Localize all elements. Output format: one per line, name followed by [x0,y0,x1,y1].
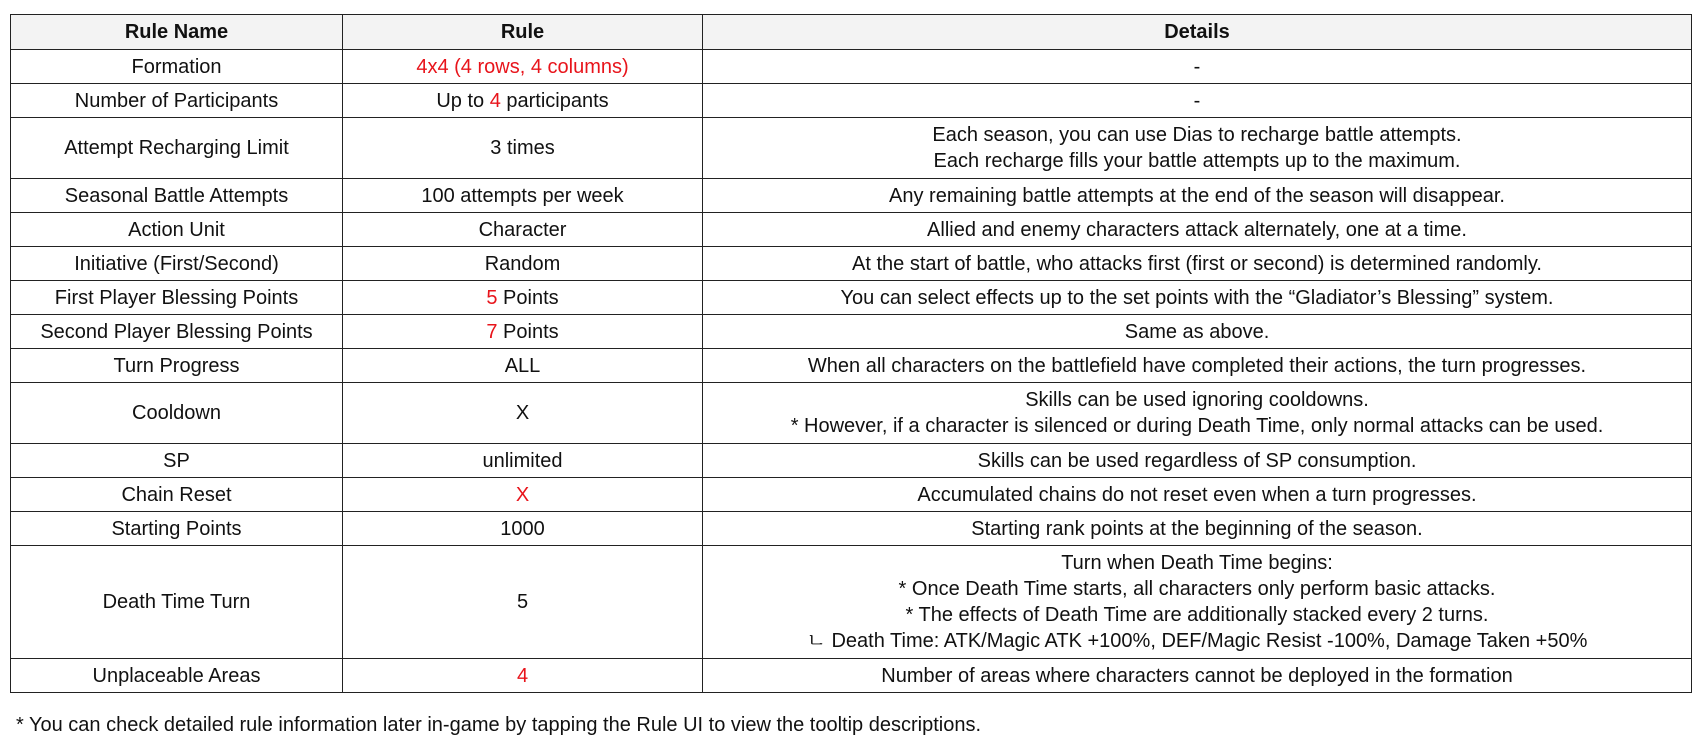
rule-value-cell [343,349,703,383]
rule-details-cell [703,659,1692,693]
table-row-chain-reset [11,478,1692,512]
rule-value-cell [343,179,703,213]
rule-value-post: Points [497,320,559,343]
rule-value-pre: 1000 [500,517,545,540]
rule-name-cell: Attempt Recharging Limit [11,118,343,179]
detail-line: At the start of battle, who attacks first (first or second) is determined randomly. [852,252,1542,275]
header-rule-name: Rule Name [11,15,343,50]
rule-value-cell [343,315,703,349]
table-row-cooldown [11,383,1692,444]
header-rule: Rule [343,15,703,50]
rule-name-cell: Starting Points [11,512,343,546]
detail-line: Each season, you can use Dias to recharge battle attempts. [932,124,1462,146]
rule-value-cell [343,50,703,84]
rule-value-post: participants [500,89,609,112]
detail-line: Same as above. [1124,320,1270,343]
rule-details-cell [703,349,1692,383]
table-header-row [11,15,1692,50]
detail-line: - [1193,55,1201,78]
rule-name-cell: Death Time Turn [11,546,343,659]
detail-line: Starting rank points at the beginning of the season. [971,517,1423,540]
table-row-turn-progress [11,349,1692,383]
rule-details-cell [703,315,1692,349]
rule-value-highlight: 7 [486,320,498,343]
rule-value-cell [343,84,703,118]
rule-value-cell [343,281,703,315]
detail-line: - [1193,89,1201,112]
rule-name-cell: Seasonal Battle Attempts [11,179,343,213]
table-row-unplaceable-areas [11,659,1692,693]
rule-name-cell: Cooldown [11,383,343,444]
rule-details-cell [703,84,1692,118]
table-row-first-blessing [11,281,1692,315]
rule-value-pre: Random [484,252,561,275]
detail-line: Skills can be used regardless of SP consumption. [977,449,1417,472]
rule-name-cell: SP [11,444,343,478]
rule-value-highlight: X [515,483,530,506]
rule-value-highlight: 4 [489,89,501,112]
table-row-recharging-limit [11,118,1692,179]
rule-name-cell: Turn Progress [11,349,343,383]
rule-value-pre: Character [478,218,567,241]
rule-details-cell [703,383,1692,444]
rule-value-pre: X [515,402,530,424]
rule-value-pre: Up to [436,89,490,112]
rule-name-cell: Second Player Blessing Points [11,315,343,349]
rule-name-cell: First Player Blessing Points [11,281,343,315]
detail-line: Turn when Death Time begins: [1061,552,1333,574]
rule-details-cell [703,213,1692,247]
table-row-starting-points [11,512,1692,546]
detail-line: * Once Death Time starts, all characters only perform basic attacks. [898,578,1496,600]
table-row-death-time [11,546,1692,659]
rule-details-cell [703,281,1692,315]
detail-line: Allied and enemy characters attack alternately, one at a time. [927,218,1467,241]
table-row-initiative [11,247,1692,281]
rule-name-cell: Unplaceable Areas [11,659,343,693]
rule-value-pre: 100 attempts per week [421,184,624,207]
rules-table [10,14,1692,693]
rule-value-cell [343,213,703,247]
rule-value-pre: 3 times [490,137,555,159]
detail-line: * The effects of Death Time are additionally stacked every 2 turns. [905,604,1489,626]
rule-value-pre: unlimited [482,449,563,472]
rule-value-pre: 5 [516,591,529,613]
table-row-action-unit [11,213,1692,247]
rule-details-cell [703,444,1692,478]
detail-line: Number of areas where characters cannot be deployed in the formation [881,664,1513,687]
rule-value-cell [343,118,703,179]
rule-value-pre: ALL [504,354,541,377]
rule-value-cell [343,383,703,444]
rule-value-cell [343,546,703,659]
table-row-second-blessing [11,315,1692,349]
rule-details-cell [703,478,1692,512]
detail-line: * However, if a character is silenced or during Death Time, only normal attacks can be used. [790,415,1604,437]
table-row-sp [11,444,1692,478]
rule-name-cell: Formation [11,50,343,84]
rule-value-highlight: 4 [516,664,529,687]
rule-value-cell [343,247,703,281]
detail-line: Accumulated chains do not reset even when a turn progresses. [917,483,1477,506]
rule-details-cell [703,118,1692,179]
rule-value-cell [343,512,703,546]
rule-value-cell [343,478,703,512]
rule-value-highlight: 5 [486,286,498,309]
rule-value-highlight: 4x4 (4 rows, 4 columns) [416,55,629,78]
footnote: * You can check detailed rule information later in-game by tapping the Rule UI to view the tooltip descriptions. [16,714,981,736]
rule-name-cell: Chain Reset [11,478,343,512]
table-row-seasonal-attempts [11,179,1692,213]
table-row-formation [11,50,1692,84]
rule-details-cell [703,512,1692,546]
detail-line: You can select effects up to the set points with the “Gladiator’s Blessing” system. [840,286,1554,309]
header-details: Details [703,15,1692,50]
rule-details-cell [703,546,1692,659]
rule-value-cell [343,659,703,693]
detail-line: Each recharge fills your battle attempts up to the maximum. [933,150,1461,172]
detail-line: When all characters on the battlefield have completed their actions, the turn progresses. [807,354,1587,377]
detail-line: Skills can be used ignoring cooldowns. [1025,389,1369,411]
detail-line: ㄴ Death Time: ATK/Magic ATK +100%, DEF/Magic Resist -100%, Damage Taken +50% [806,630,1588,652]
rule-value-post: Points [497,286,559,309]
rule-name-cell: Initiative (First/Second) [11,247,343,281]
rule-details-cell [703,179,1692,213]
rule-details-cell [703,247,1692,281]
rule-details-cell [703,50,1692,84]
rule-name-cell: Number of Participants [11,84,343,118]
table-row-participants [11,84,1692,118]
detail-line: Any remaining battle attempts at the end of the season will disappear. [889,184,1505,207]
rule-name-cell: Action Unit [11,213,343,247]
rule-value-cell [343,444,703,478]
